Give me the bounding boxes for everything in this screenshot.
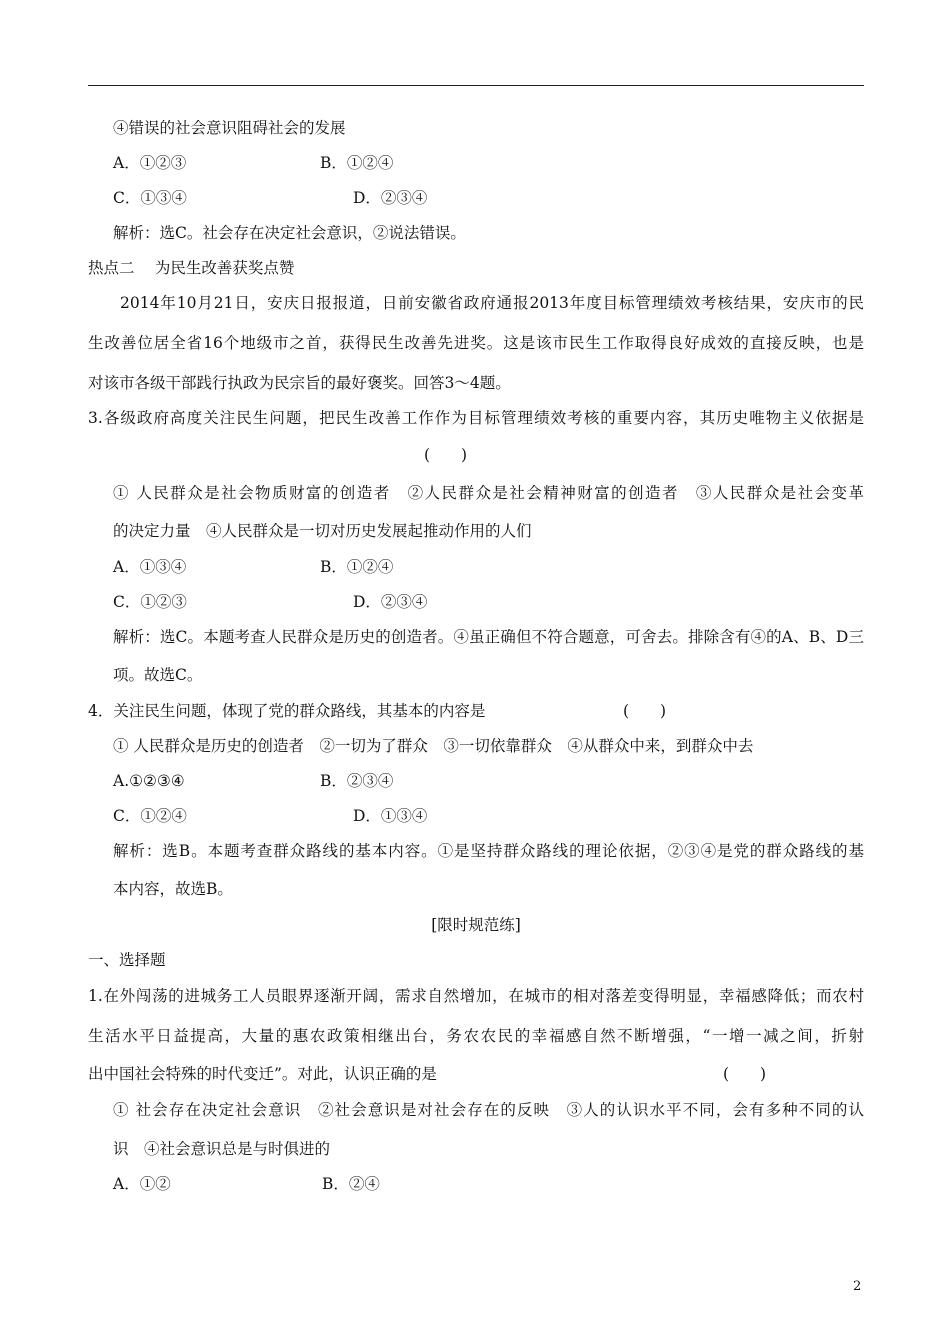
q4-option-d: D．①③④ xyxy=(353,807,428,825)
p1-answer-paren: ( ) xyxy=(723,1065,767,1083)
hotspot-material-line-2: 生改善位居全省16个地级市之首，获得民生改善先进奖。这是该市民生工作取得良好成效的直接反映，也是 xyxy=(88,334,864,352)
q4-analysis-line-2: 本内容，故选B。 xyxy=(113,880,233,898)
page-number: 2 xyxy=(853,1279,862,1294)
p1-statements-line-2: 识 ④社会意识总是与时俱进的 xyxy=(113,1140,331,1158)
q4-answer-paren: ( ) xyxy=(623,702,667,720)
q3-statements-line-2: 的决定力量 ④人民群众是一切对历史发展起推动作用的人们 xyxy=(113,522,532,540)
q3-analysis-line-1: 解析：选C。本题考查人民群众是历史的创造者。④虽正确但不符合题意，可舍去。排除含有④的A、B、D三 xyxy=(113,628,864,646)
practice-title: [限时规范练] xyxy=(431,916,521,934)
hotspot-material-line-1: 2014年10月21日，安庆日报报道，日前安徽省政府通报2013年度目标管理绩效考核结果，安庆市的民 xyxy=(120,294,864,312)
prev-statement-4: ④错误的社会意识阻碍社会的发展 xyxy=(113,119,346,137)
prev-option-d: D．②③④ xyxy=(353,189,428,207)
q3-option-d: D．②③④ xyxy=(353,593,428,611)
prev-analysis: 解析：选C。社会存在决定社会意识，②说法错误。 xyxy=(113,224,466,242)
q3-option-c: C．①②③ xyxy=(113,593,187,611)
q3-statements-line-1: ① 人民群众是社会物质财富的创造者 ②人民群众是社会精神财富的创造者 ③人民群众是社会变革 xyxy=(113,484,864,502)
hotspot-material-line-3: 对该市各级干部践行执政为民宗旨的最好褒奖。回答3～4题。 xyxy=(88,374,511,392)
q4-option-a: A.①②③④ xyxy=(113,772,185,790)
prev-option-c: C．①③④ xyxy=(113,189,187,207)
p1-statements-line-1: ① 社会存在决定社会意识 ②社会意识是对社会存在的反映 ③人的认识水平不同，会有多种不同的认 xyxy=(113,1101,864,1119)
practice-section-heading: 一、选择题 xyxy=(88,951,166,969)
q3-analysis-line-2: 项。故选C。 xyxy=(113,666,203,684)
p1-stem-line-1: 1.在外闯荡的进城务工人员眼界逐渐开阔，需求自然增加，在城市的相对落差变得明显，幸福感降低；而农村 xyxy=(88,987,864,1005)
header-rule xyxy=(88,85,864,86)
q4-stem: 4．关注民生问题，体现了党的群众路线，其基本的内容是 xyxy=(88,702,486,720)
prev-option-b: B．①②④ xyxy=(320,154,394,172)
prev-option-a: A．①②③ xyxy=(113,154,187,172)
q4-option-c: C．①②④ xyxy=(113,807,187,825)
p1-stem-line-2: 生活水平日益提高，大量的惠农政策相继出台，务农农民的幸福感自然不断增强，“一增一减之间，折射 xyxy=(88,1027,864,1045)
p1-option-a: A．①② xyxy=(113,1175,171,1193)
hotspot-heading: 热点二 为民生改善获奖点赞 xyxy=(88,259,295,277)
q4-statements: ① 人民群众是历史的创造者 ②一切为了群众 ③一切依靠群众 ④从群众中来，到群众中去 xyxy=(113,737,754,755)
p1-stem-line-3: 出中国社会特殊的时代变迁”。对此，认识正确的是 xyxy=(88,1065,437,1083)
q3-answer-paren: ( ) xyxy=(424,446,468,464)
q3-option-a: A．①③④ xyxy=(113,558,187,576)
p1-option-b: B．②④ xyxy=(322,1175,380,1193)
q3-option-b: B．①②④ xyxy=(320,558,394,576)
q4-analysis-line-1: 解析：选B。本题考查群众路线的基本内容。①是坚持群众路线的理论依据，②③④是党的群众路线的基 xyxy=(113,842,864,860)
q4-option-b: B．②③④ xyxy=(320,772,394,790)
q3-stem: 3.各级政府高度关注民生问题，把民生改善工作作为目标管理绩效考核的重要内容，其历史唯物主义依据是 xyxy=(88,409,864,427)
